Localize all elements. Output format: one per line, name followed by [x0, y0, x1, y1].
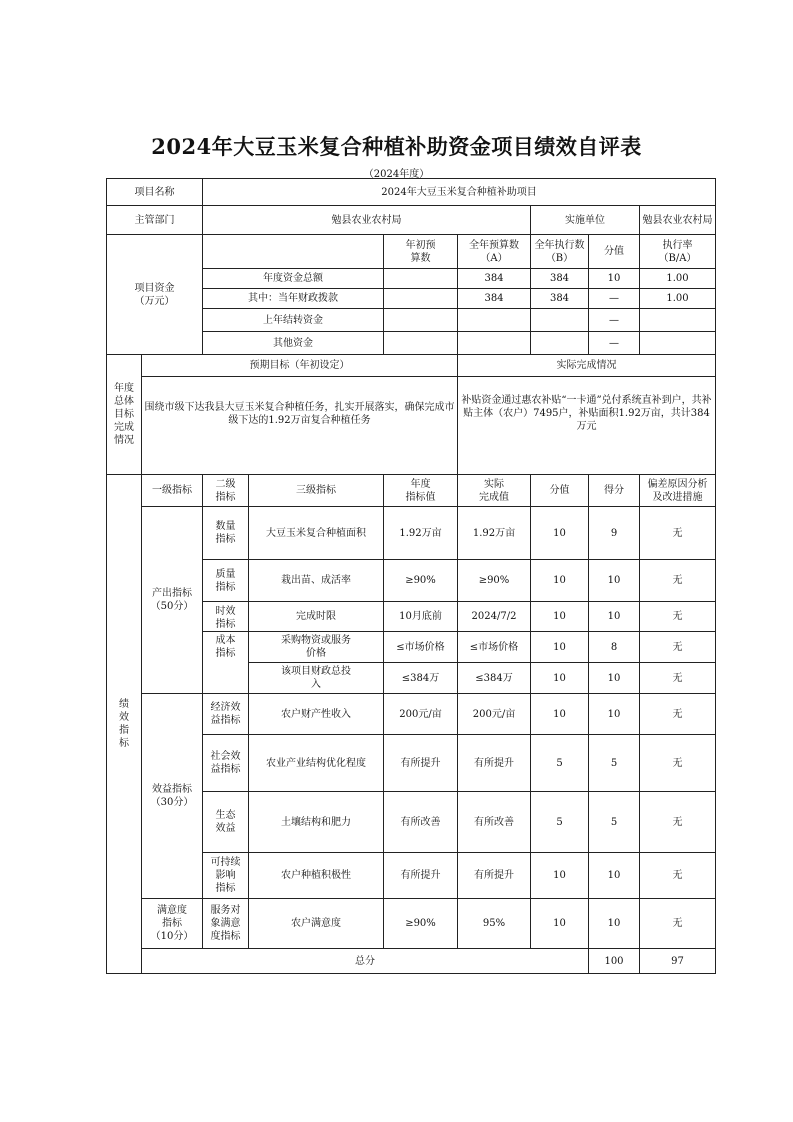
- perf-row: 产出指标 （50分） 数量 指标 大豆玉米复合种植面积 1.92万亩 1.92万亩 10 9 无: [107, 507, 716, 560]
- funds-header-blank: [203, 235, 384, 269]
- total-score: 100: [589, 949, 640, 974]
- project-name-value: 2024年大豆玉米复合种植补助项目: [203, 179, 716, 206]
- goals-actual-header: 实际完成情况: [458, 355, 716, 377]
- perf-row: 质量 指标 栽出苗、成活率 ≥90% ≥90% 10 10 无: [107, 560, 716, 602]
- perf-h-actual: 实际 完成值: [458, 475, 531, 507]
- perf-h-lvl2: 二级 指标: [203, 475, 249, 507]
- dept-label: 主管部门: [107, 206, 203, 235]
- page-subtitle: （2024年度）: [363, 169, 430, 180]
- perf-row: 满意度 指标 （10分） 服务对 象满意 度指标 农户满意度 ≥90% 95% 10 10 无: [107, 899, 716, 949]
- funds-col-exec: 全年执行数 （B）: [531, 235, 589, 269]
- total-label: 总分: [142, 949, 589, 974]
- goals-actual-text: 补贴资金通过惠农补贴“一卡通”兑付系统直补到户，共补贴主体（农户）7495户，补贴面积1.92万亩，共计384万元: [458, 377, 716, 475]
- goals-label: 年度 总体 目标 完成 情况: [107, 355, 142, 475]
- perf-row: 社会效 益指标 农业产业结构优化程度 有所提升 有所提升 5 5 无: [107, 735, 716, 792]
- l2-service: 服务对 象满意 度指标: [203, 899, 249, 949]
- page-title: 2024年大豆玉米复合种植补助资金项目绩效自评表: [151, 134, 642, 159]
- impl-value: 勉县农业农村局: [640, 206, 716, 235]
- perf-h-target: 年度 指标值: [384, 475, 458, 507]
- perf-row: 成本 指标 采购物资或服务 价格 ≤市场价格 ≤市场价格 10 8 无: [107, 632, 716, 663]
- l2-cost: 成本 指标: [203, 632, 249, 694]
- perf-label: 绩 效 指 标: [107, 475, 142, 974]
- funds-col-score: 分值: [589, 235, 640, 269]
- output-label: 产出指标 （50分）: [142, 507, 203, 694]
- l2-sustain: 可持续 影响 指标: [203, 853, 249, 899]
- l2-social: 社会效 益指标: [203, 735, 249, 792]
- dept-value: 勉县农业农村局: [203, 206, 531, 235]
- funds-col-budget: 全年预算数 （A）: [458, 235, 531, 269]
- funds-col-initial: 年初预 算数: [384, 235, 458, 269]
- perf-row: 可持续 影响 指标 农户种植积极性 有所提升 有所提升 10 10 无: [107, 853, 716, 899]
- goals-expected-text: 围绕市级下达我县大豆玉米复合种植任务，扎实开展落实，确保完成市级下达的1.92万亩复合种植任务: [142, 377, 458, 475]
- perf-row: 时效 指标 完成时限 10月底前 2024/7/2 10 10 无: [107, 602, 716, 632]
- perf-row: 生态 效益 土壤结构和肥力 有所改善 有所改善 5 5 无: [107, 792, 716, 853]
- perf-row: 该项目财政总投 入 ≤384万 ≤384万 10 10 无: [107, 663, 716, 694]
- funds-row: 其中：当年财政拨款 384 384 — 1.00: [107, 289, 716, 309]
- perf-h-score: 分值: [531, 475, 589, 507]
- impl-label: 实施单位: [531, 206, 640, 235]
- l2-econ: 经济效 益指标: [203, 694, 249, 735]
- l2-time: 时效 指标: [203, 602, 249, 632]
- perf-h-reason: 偏差原因分析 及改进措施: [640, 475, 716, 507]
- perf-h-lvl3: 三级指标: [249, 475, 384, 507]
- funds-label: 项目资金 （万元）: [107, 235, 203, 355]
- funds-col-rate: 执行率 （B/A）: [640, 235, 716, 269]
- perf-h-got: 得分: [589, 475, 640, 507]
- total-row: [107, 949, 716, 974]
- l2-quantity: 数量 指标: [203, 507, 249, 560]
- funds-row: 年度资金总额 384 384 10 1.00: [107, 269, 716, 289]
- evaluation-table: [106, 178, 716, 974]
- perf-row: 效益指标 （30分） 经济效 益指标 农户财产性收入 200元/亩 200元/亩 10 10 无: [107, 694, 716, 735]
- perf-h-lvl1: 一级指标: [142, 475, 203, 507]
- satisfy-label: 满意度 指标 （10分）: [142, 899, 203, 949]
- funds-row: 其他资金 —: [107, 332, 716, 355]
- total-got: 97: [640, 949, 716, 974]
- funds-row: 上年结转资金 —: [107, 309, 716, 332]
- goals-expected-header: 预期目标（年初设定）: [142, 355, 458, 377]
- l2-quality: 质量 指标: [203, 560, 249, 602]
- project-name-label: 项目名称: [107, 179, 203, 206]
- l2-eco: 生态 效益: [203, 792, 249, 853]
- benefit-label: 效益指标 （30分）: [142, 694, 203, 899]
